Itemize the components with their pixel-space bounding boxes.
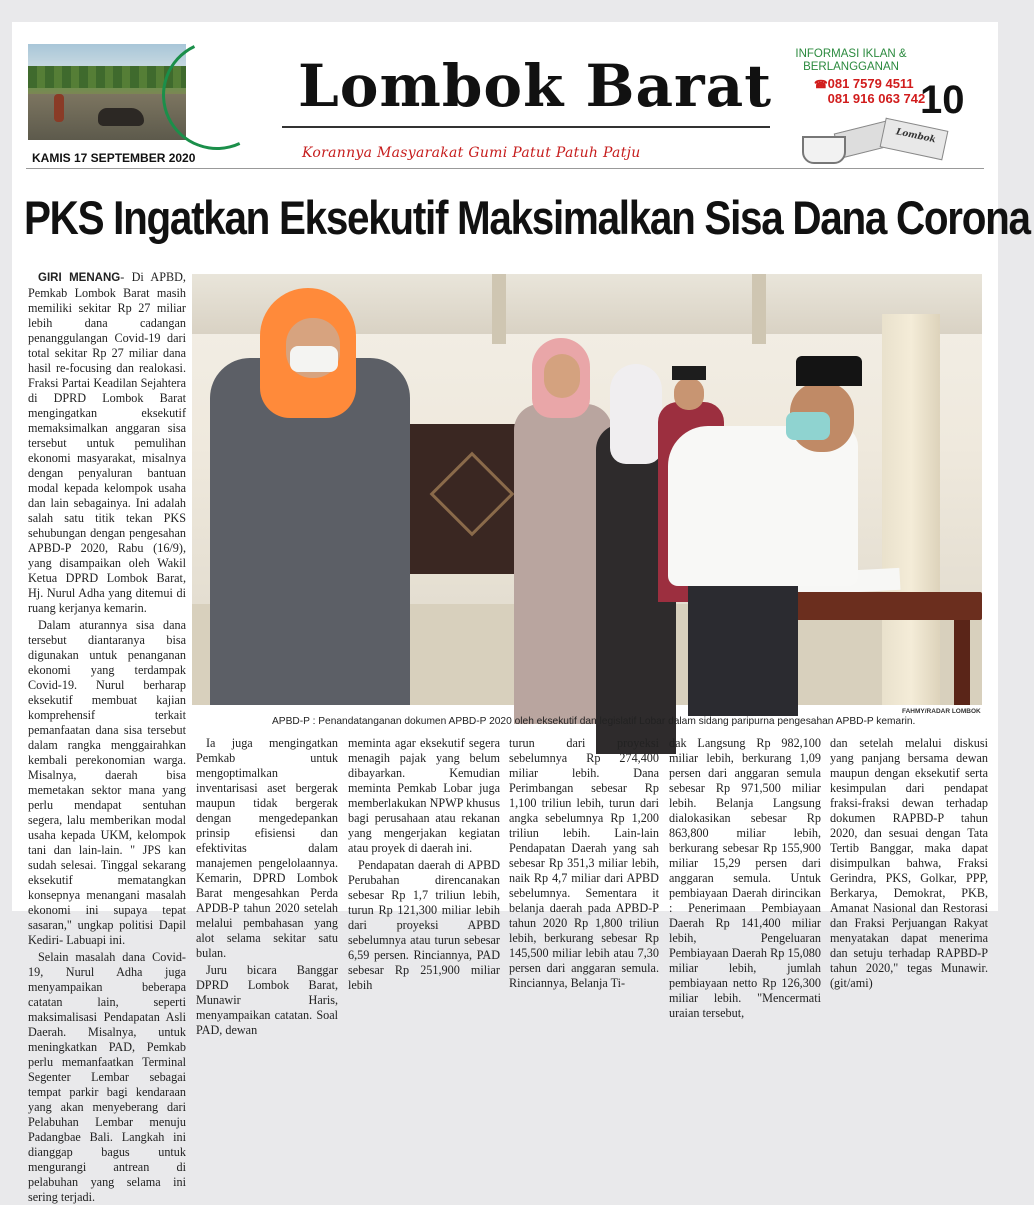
- page-number: 10: [920, 78, 965, 122]
- lead-paragraph: [28, 270, 186, 616]
- article-column-2: [196, 736, 338, 1037]
- figure-hijab: [610, 364, 662, 464]
- article-column-3: [348, 736, 500, 992]
- paragraph: turun dari proyeksi sebelumnya Rp 274,400 miliar lebih. Dana Perimbangan sebesar Rp 1,100 triliun lebih, turun dari angka sebelumnya Rp 1,200 triliun lebih. Lain-lain Pendapatan Daerah yang sah sebesar Rp 351,3 miliar lebih, naik Rp 4,7 miliar dari APBD sebelumnya. Sementara it belanja daerah pada APBD-P tahun 2020 Rp 1,800 triliun lebih, berkurang sebesar Rp 145,500 miliar lebih atau 7,30 persen dari anggaran semula. Rinciannya, Belanja Ti-: [509, 736, 659, 990]
- ad-info-label: [776, 48, 926, 74]
- newspaper-tagline: Korannya Masyarakat Gumi Patut Patuh Patju: [302, 145, 641, 161]
- paragraph: dak Langsung Rp 982,100 miliar lebih, berkurang 1,09 persen dari anggaran semula sebesar Rp 971,500 miliar lebih. Belanja Langsung dialokasikan sebesar Rp 863,800 miliar lebih, berkurang sebesar Rp 155,900 miliar 15,29 persen dari anggaran semula. Untuk pembiayaan Daerah dirincikan : Penerimaan Pembiayaan Daerah Rp 141,400 miliar lebih, Pengeluaran Pembiayaan Daerah Rp 15,080 miliar lebih, jumlah pembiayaan netto Rp 126,300 miliar lebih. "Mencermati uraian tersebut,: [669, 736, 821, 1020]
- paragraph: Ia juga mengingatkan Pemkab untuk mengoptimalkan inventarisasi aset bergerak maupun tidak bergerak dengan mengedepankan prinsip efisiensi dan efektivitas dalam manajemen pengelolaannya. Kemarin, DPRD Lombok Barat mengesahkan Perda APDB-P tahun 2020 setelah melalui pembahasan yang alot selama sekitar satu bulan.: [196, 736, 338, 960]
- photo-woman-orange-hijab: [210, 274, 410, 705]
- newspaper-folded-icon: [880, 118, 949, 161]
- article-column-5: [669, 736, 821, 1020]
- coffee-newspaper-illustration: [802, 122, 952, 166]
- masthead-photo-buffalo: [98, 108, 144, 126]
- figure-legs: [688, 576, 798, 716]
- paragraph: meminta agar eksekutif segera menagih pajak yang belum dibayarkan. Kemudian meminta Pemkab Lobar juga memberlakukan NPWP khusus bagi perusahaan atau rekanan yang mengerjakan kegiatan atau proyek di daerah ini.: [348, 736, 500, 855]
- phone-number-1: 081 7579 4511: [827, 76, 914, 91]
- ad-info-line1: INFORMASI IKLAN &: [795, 48, 907, 60]
- photo-beam: [492, 274, 506, 344]
- article-headline: PKS Ingatkan Eksekutif Maksimalkan Sisa Dana Corona: [24, 191, 1030, 244]
- article-column-4: [509, 736, 659, 990]
- issue-date: KAMIS 17 SEPTEMBER 2020: [32, 151, 196, 165]
- phone-number-2: 081 916 063 742: [827, 91, 926, 106]
- masthead-rule: [282, 126, 770, 128]
- photo-panel-motif: [430, 452, 515, 537]
- masthead-photo-farmer: [54, 94, 64, 122]
- figure-mask: [290, 346, 338, 372]
- article-column-6: [830, 736, 988, 990]
- photo-man-signing: [668, 356, 868, 716]
- figure-face: [544, 354, 580, 398]
- figure-mask: [786, 412, 830, 440]
- article-photo: [192, 274, 982, 705]
- paragraph: Dalam aturannya sisa dana tersebut diantaranya bisa digunakan untuk penanganan ekonomi yang terdampak Covid-19. Nurul berharap eksekutif membuat kajian komprehensif terkait pemanfaatan dana sisa tersebut dalam rangka menggairahkan kembali perekonomian warga. Misalnya, daerah bisa memetakan sektor mana yang perlu mendapat sentuhan segera, lalu memberikan modal usaha kepada UKM, kelompok tani dan lain-lain. " JPS kan sudah selesai. Tinggal sekarang eksekutif mematangkan konsepnya menangani masalah ekonomi ini supaya tepat sasaran," ungkap politisi Dapil Kediri- Labuapi ini.: [28, 618, 186, 947]
- phone-icon: ☎: [814, 79, 828, 91]
- photo-credit: FAHMY/RADAR LOMBOK: [902, 708, 981, 715]
- figure-cap: [796, 356, 862, 386]
- photo-caption: APBD-P : Penandatanganan dokumen APBD-P 2020 oleh eksekutif dan legislatif Lobar dalam sidang paripurna pengesahan APBD-P kemarin.: [272, 716, 916, 727]
- paragraph: dan setelah melalui diskusi yang panjang bersama dewan maupun dengan eksekutif serta kesimpulan dari pendapat fraksi-fraksi dewan terhadap dokumen RAPBD-P tahun 2020, dan sesuai dengan Tata Tertib Banggar, maka dapat disimpulkan bahwa, Fraksi Gerindra, PKS, Golkar, PPP, Berkarya, Demokrat, PKB, Amanat Nasional dan Restorasi dan Fraksi Perjuangan Rakyat menyatakan dapat menerima dan setuju terhadap RAPBD-P tahun 2020," tegas Munawir. (git/ami): [830, 736, 988, 990]
- phone-numbers: [814, 77, 925, 106]
- photo-desk-leg: [954, 620, 970, 705]
- article-column-1: [28, 270, 186, 1204]
- coffee-cup-icon: [802, 136, 846, 164]
- newspaper-folded-label: Lombok: [894, 127, 937, 146]
- paragraph: Selain masalah dana Covid-19, Nurul Adha juga menyampaikan beberapa catatan lain, seperti maksimalisasi Pendapatan Asli Daerah. Misalnya, untuk meningkatkan PAD, Pemkab perlu memanfaatkan Terminal Segenter Lembar sebagai tempat parkir bagi kendaraan yang akan menyeberang dari Pelabuhan Lembar menuju Padangbae Bali. Langkah ini dianggap bagus untuk mengurangi antrean di pelabuhan yang selama ini sering terjadi.: [28, 950, 186, 1204]
- dateline: GIRI MENANG: [38, 272, 121, 284]
- photo-beam: [752, 274, 766, 344]
- paragraph-text: - Di APBD, Pemkab Lombok Barat masih memiliki sekitar Rp 27 miliar lebih dana cadangan penanggulangan Covid-19 dari total sekitar Rp 27 miliar dana hasil re-focusing dan realokasi. Fraksi Partai Keadilan Sejahtera di DPRD Lombok Barat mengingatkan eksekutif memaksimalkan anggaran sisa tersebut untuk pemulihan ekonomi masyarakat, misalnya dengan penyaluran bantuan modal kepada kelompok usaha dan lain sebagainya. Ini adalah salah satu titik tekan PKS sehubungan dengan pengesahan APBD-P 2020, Rabu (16/9), yang disampaikan oleh Wakil Ketua DPRD Lombok Barat, Hj. Nurul Adha yang ditemui di ruang kerjanya kemarin.: [28, 270, 186, 615]
- masthead-divider: [26, 168, 984, 169]
- newspaper-page: [12, 22, 1030, 1204]
- photo-pillar: [882, 314, 940, 705]
- paragraph: Juru bicara Banggar DPRD Lombok Barat, Munawir Haris, menyampaikan catatan. Soal PAD, dewan: [196, 963, 338, 1037]
- newspaper-title: Lombok Barat: [298, 52, 772, 120]
- ad-info-line2: BERLANGGANAN: [803, 61, 899, 73]
- paragraph: Pendapatan daerah di APBD Perubahan direncanakan sebesar Rp 1,7 triliun lebih, turun Rp 121,300 miliar lebih dari proyeksi APBD sebelumnya atau turun sebesar 6,59 persen. Rinciannya, PAD sebesar Rp 251,900 miliar lebih: [348, 858, 500, 992]
